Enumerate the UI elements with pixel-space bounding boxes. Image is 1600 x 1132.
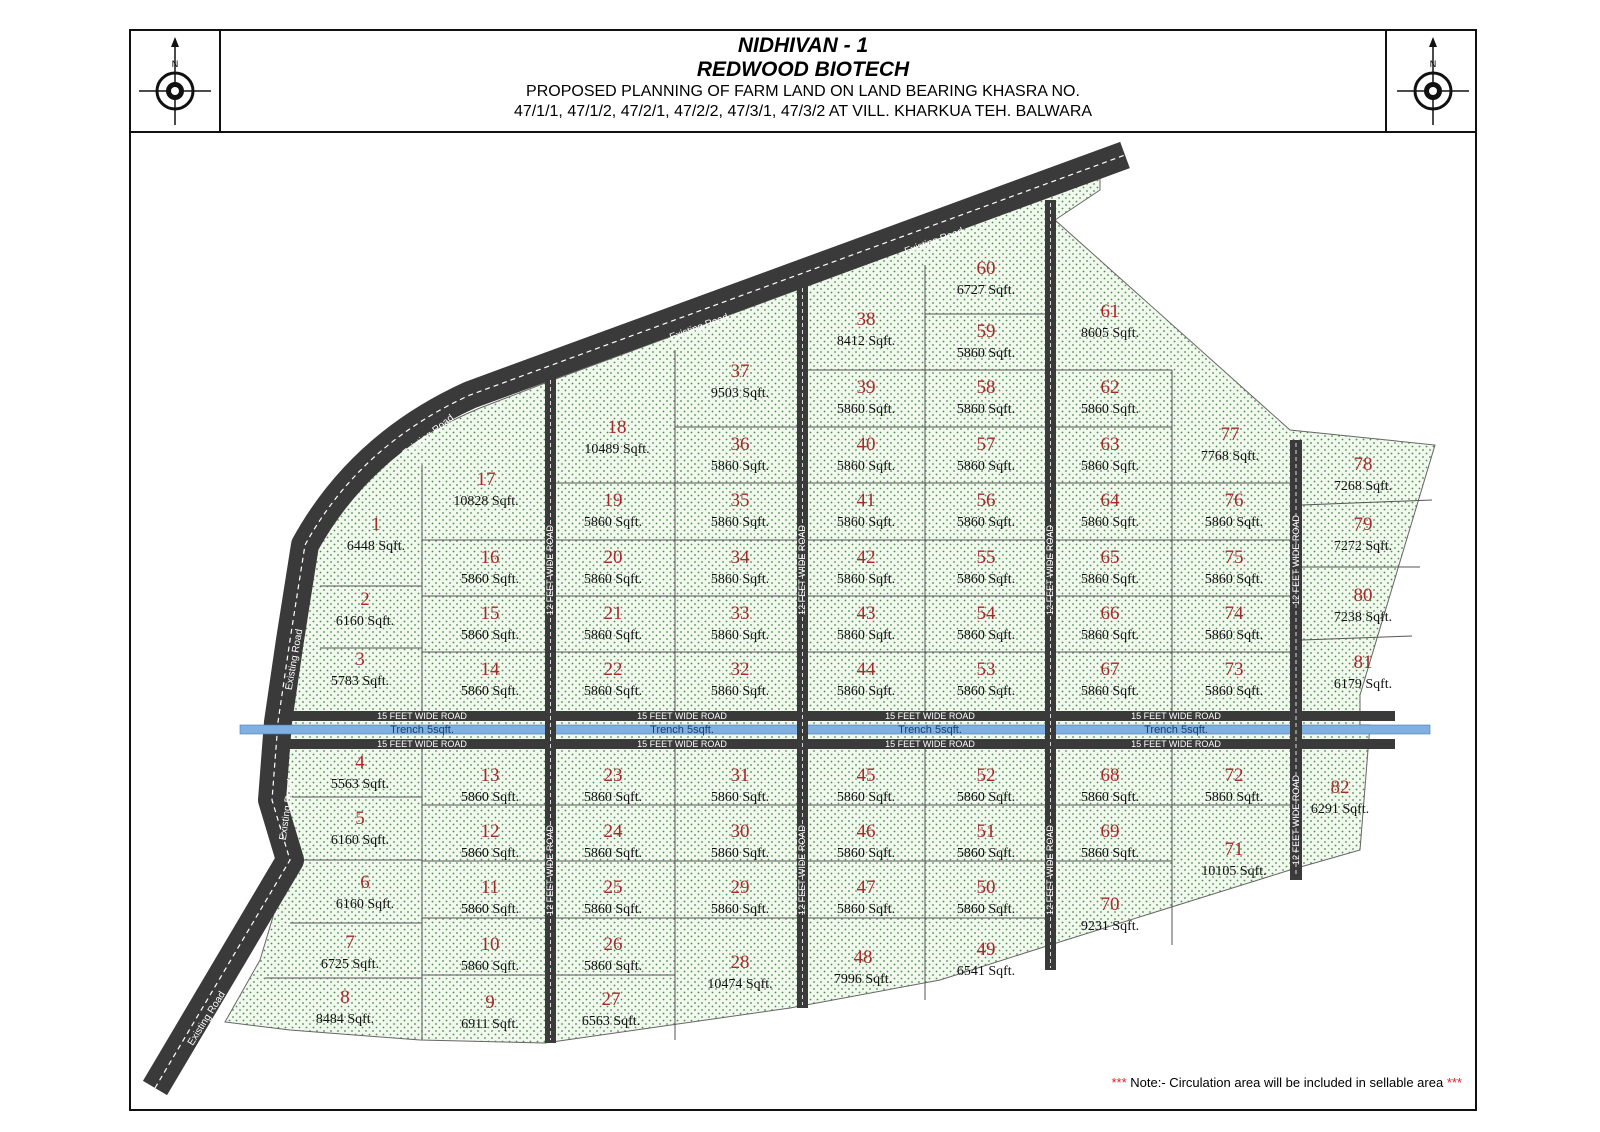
plot-number-79: 79 — [1353, 514, 1373, 535]
plot-number-2: 2 — [360, 589, 370, 610]
sheet-border — [129, 29, 1477, 1111]
trench-label-3: Trench 5sqft. — [898, 724, 962, 736]
road-label-15ft-upper-2: 15 FEET WIDE ROAD — [637, 711, 727, 721]
plot-number-56: 56 — [976, 490, 996, 511]
plot-area-50: 5860 Sqft. — [956, 902, 1016, 917]
plot-area-54: 5860 Sqft. — [956, 628, 1016, 643]
plot-area-59: 5860 Sqft. — [956, 346, 1016, 361]
plot-number-13: 13 — [480, 765, 500, 786]
plot-number-23: 23 — [603, 765, 623, 786]
road-label-15ft-upper-1: 15 FEET WIDE ROAD — [377, 711, 467, 721]
plot-area-80: 7238 Sqft. — [1333, 610, 1393, 625]
plot-number-76: 76 — [1224, 490, 1244, 511]
plot-area-20: 5860 Sqft. — [583, 572, 643, 587]
plot-area-35: 5860 Sqft. — [710, 515, 770, 530]
road-label-12ft-2: 12 FEET WIDE ROAD — [545, 825, 555, 915]
north-arrow-compass-icon — [137, 33, 213, 127]
plot-number-9: 9 — [485, 992, 495, 1013]
plot-number-70: 70 — [1100, 894, 1120, 915]
plot-number-21: 21 — [603, 603, 623, 624]
road-label-15ft-lower-2: 15 FEET WIDE ROAD — [637, 739, 727, 749]
plot-number-51: 51 — [976, 821, 996, 842]
plot-area-44: 5860 Sqft. — [836, 684, 896, 699]
existing-road-label-2: Existing Road — [903, 225, 966, 258]
road-label-15ft-upper-3: 15 FEET WIDE ROAD — [885, 711, 975, 721]
plot-number-32: 32 — [730, 659, 750, 680]
plot-number-80: 80 — [1353, 585, 1373, 606]
compass-right — [1385, 29, 1477, 131]
plot-area-78: 7268 Sqft. — [1333, 479, 1393, 494]
svg-text:N: N — [1429, 59, 1437, 69]
project-title: NIDHIVAN - 1 — [737, 34, 869, 57]
plot-number-1: 1 — [371, 514, 381, 535]
plot-area-4: 5563 Sqft. — [330, 777, 390, 792]
plot-number-44: 44 — [856, 659, 876, 680]
note-text: Note:- Circulation area will be included in sellable area — [1130, 1075, 1444, 1090]
plot-number-30: 30 — [730, 821, 750, 842]
plot-area-71: 10105 Sqft. — [1201, 864, 1267, 879]
plot-area-26: 5860 Sqft. — [583, 959, 643, 974]
plot-area-31: 5860 Sqft. — [710, 790, 770, 805]
plot-number-12: 12 — [480, 821, 500, 842]
road-label-15ft-lower-4: 15 FEET WIDE ROAD — [1131, 739, 1221, 749]
plot-area-21: 5860 Sqft. — [583, 628, 643, 643]
plot-number-11: 11 — [480, 877, 500, 898]
plot-area-46: 5860 Sqft. — [836, 846, 896, 861]
plot-area-70: 9231 Sqft. — [1080, 919, 1140, 934]
plot-area-30: 5860 Sqft. — [710, 846, 770, 861]
plot-number-82: 82 — [1330, 777, 1350, 798]
road-label-12ft-1: 12 FEET WIDE ROAD — [545, 525, 555, 615]
plot-number-50: 50 — [976, 877, 996, 898]
plot-area-27: 6563 Sqft. — [581, 1014, 641, 1029]
circulation-note — [1111, 1075, 1462, 1090]
plot-area-41: 5860 Sqft. — [836, 515, 896, 530]
note-stars-right: *** — [1446, 1075, 1462, 1090]
plot-number-42: 42 — [856, 547, 876, 568]
plot-number-7: 7 — [345, 932, 355, 953]
plot-number-25: 25 — [603, 877, 623, 898]
plot-number-36: 36 — [730, 434, 750, 455]
plot-number-19: 19 — [603, 490, 623, 511]
plot-area-49: 6541 Sqft. — [956, 964, 1016, 979]
existing-road-label-4: Existing Road — [283, 628, 306, 691]
compass-left — [129, 29, 221, 131]
plot-area-34: 5860 Sqft. — [710, 572, 770, 587]
plot-number-18: 18 — [607, 417, 627, 438]
plot-area-42: 5860 Sqft. — [836, 572, 896, 587]
plot-number-4: 4 — [355, 752, 365, 773]
plot-area-64: 5860 Sqft. — [1080, 515, 1140, 530]
plot-area-39: 5860 Sqft. — [836, 402, 896, 417]
plot-area-75: 5860 Sqft. — [1204, 572, 1264, 587]
plot-area-19: 5860 Sqft. — [583, 515, 643, 530]
road-label-15ft-lower-1: 15 FEET WIDE ROAD — [377, 739, 467, 749]
plot-area-77: 7768 Sqft. — [1200, 449, 1260, 464]
plot-area-12: 5860 Sqft. — [460, 846, 520, 861]
plot-number-60: 60 — [976, 258, 996, 279]
plot-number-39: 39 — [856, 377, 876, 398]
plot-number-67: 67 — [1100, 659, 1120, 680]
plot-number-24: 24 — [603, 821, 623, 842]
plot-area-66: 5860 Sqft. — [1080, 628, 1140, 643]
plot-area-55: 5860 Sqft. — [956, 572, 1016, 587]
existing-road-label-1: Existing Road — [668, 311, 731, 344]
north-arrow-compass-icon — [1395, 33, 1471, 127]
plot-number-74: 74 — [1224, 603, 1244, 624]
plot-area-28: 10474 Sqft. — [707, 977, 773, 992]
plot-number-5: 5 — [355, 808, 365, 829]
plot-area-52: 5860 Sqft. — [956, 790, 1016, 805]
plot-number-52: 52 — [976, 765, 996, 786]
road-label-12ft-7: 12 FEET WIDE ROAD — [1291, 515, 1301, 605]
plot-number-17: 17 — [476, 469, 496, 490]
plot-area-60: 6727 Sqft. — [956, 283, 1016, 298]
plot-number-8: 8 — [340, 987, 350, 1008]
plot-area-51: 5860 Sqft. — [956, 846, 1016, 861]
plot-area-6: 6160 Sqft. — [335, 897, 395, 912]
plot-area-45: 5860 Sqft. — [836, 790, 896, 805]
plot-number-59: 59 — [976, 321, 996, 342]
plot-area-68: 5860 Sqft. — [1080, 790, 1140, 805]
title-text-block — [221, 29, 1385, 131]
plot-area-74: 5860 Sqft. — [1204, 628, 1264, 643]
plot-number-43: 43 — [856, 603, 876, 624]
plot-area-73: 5860 Sqft. — [1204, 684, 1264, 699]
plot-number-63: 63 — [1100, 434, 1120, 455]
plot-area-69: 5860 Sqft. — [1080, 846, 1140, 861]
plot-area-62: 5860 Sqft. — [1080, 402, 1140, 417]
plot-number-75: 75 — [1224, 547, 1244, 568]
plot-area-36: 5860 Sqft. — [710, 459, 770, 474]
plot-number-3: 3 — [355, 649, 365, 670]
plot-number-71: 71 — [1224, 839, 1244, 860]
plot-number-66: 66 — [1100, 603, 1120, 624]
plot-number-53: 53 — [976, 659, 996, 680]
plot-area-40: 5860 Sqft. — [836, 459, 896, 474]
plot-area-32: 5860 Sqft. — [710, 684, 770, 699]
plot-number-58: 58 — [976, 377, 996, 398]
existing-road-label-5: Existing Road — [277, 778, 298, 841]
plot-area-61: 8605 Sqft. — [1080, 326, 1140, 341]
plot-area-67: 5860 Sqft. — [1080, 684, 1140, 699]
plot-area-65: 5860 Sqft. — [1080, 572, 1140, 587]
plot-number-10: 10 — [480, 934, 500, 955]
plot-area-7: 6725 Sqft. — [320, 957, 380, 972]
plot-number-48: 48 — [853, 947, 873, 968]
road-label-12ft-3: 12 FEET WIDE ROAD — [797, 525, 807, 615]
plot-area-63: 5860 Sqft. — [1080, 459, 1140, 474]
plot-area-18: 10489 Sqft. — [584, 442, 650, 457]
plot-number-72: 72 — [1224, 765, 1244, 786]
plot-number-55: 55 — [976, 547, 996, 568]
road-label-15ft-upper-4: 15 FEET WIDE ROAD — [1131, 711, 1221, 721]
plot-area-81: 6179 Sqft. — [1333, 677, 1393, 692]
plot-area-11: 5860 Sqft. — [460, 902, 520, 917]
plot-number-47: 47 — [856, 877, 876, 898]
trench-label-2: Trench 5sqft. — [650, 724, 714, 736]
note-stars-left: *** — [1111, 1075, 1127, 1090]
plot-area-1: 6448 Sqft. — [346, 539, 406, 554]
plot-number-61: 61 — [1100, 301, 1120, 322]
plot-area-43: 5860 Sqft. — [836, 628, 896, 643]
plot-number-54: 54 — [976, 603, 996, 624]
plot-number-29: 29 — [730, 877, 750, 898]
plot-number-64: 64 — [1100, 490, 1120, 511]
plot-number-27: 27 — [601, 989, 621, 1010]
plot-area-57: 5860 Sqft. — [956, 459, 1016, 474]
plot-number-38: 38 — [856, 309, 876, 330]
plot-area-79: 7272 Sqft. — [1333, 539, 1393, 554]
plot-area-5: 6160 Sqft. — [330, 833, 390, 848]
plot-area-76: 5860 Sqft. — [1204, 515, 1264, 530]
plot-number-28: 28 — [730, 952, 750, 973]
plot-number-33: 33 — [730, 603, 750, 624]
description-line-1: PROPOSED PLANNING OF FARM LAND ON LAND BEARING KHASRA NO. — [526, 83, 1080, 100]
plot-area-9: 6911 Sqft. — [461, 1017, 519, 1032]
plot-area-58: 5860 Sqft. — [956, 402, 1016, 417]
plot-number-40: 40 — [856, 434, 876, 455]
plot-number-68: 68 — [1100, 765, 1120, 786]
plot-area-82: 6291 Sqft. — [1310, 802, 1370, 817]
company-name: REDWOOD BIOTECH — [696, 58, 910, 81]
trench-label-1: Trench 5sqft. — [390, 724, 454, 736]
plot-area-14: 5860 Sqft. — [460, 684, 520, 699]
title-block-header — [129, 29, 1477, 133]
plot-number-65: 65 — [1100, 547, 1120, 568]
plot-area-13: 5860 Sqft. — [460, 790, 520, 805]
plot-number-16: 16 — [480, 547, 500, 568]
plot-number-34: 34 — [730, 547, 750, 568]
plot-number-81: 81 — [1353, 652, 1373, 673]
plot-number-69: 69 — [1100, 821, 1120, 842]
description-line-2: 47/1/1, 47/1/2, 47/2/1, 47/2/2, 47/3/1, 47/3/2 AT VILL. KHARKUA TEH. BALWARA — [513, 103, 1093, 120]
plot-number-41: 41 — [856, 490, 876, 511]
plot-number-26: 26 — [603, 934, 623, 955]
plot-area-37: 9503 Sqft. — [710, 386, 770, 401]
plot-number-14: 14 — [480, 659, 500, 680]
plot-area-15: 5860 Sqft. — [460, 628, 520, 643]
road-label-12ft-5: 12 FEET WIDE ROAD — [1045, 525, 1055, 615]
plot-number-20: 20 — [603, 547, 623, 568]
plot-number-46: 46 — [856, 821, 876, 842]
plot-number-37: 37 — [730, 361, 750, 382]
road-label-12ft-8: 12 FEET WIDE ROAD — [1291, 775, 1301, 865]
plot-number-78: 78 — [1353, 454, 1373, 475]
plot-area-22: 5860 Sqft. — [583, 684, 643, 699]
road-label-12ft-6: 12 FEET WIDE ROAD — [1045, 825, 1055, 915]
plot-number-31: 31 — [730, 765, 750, 786]
plot-area-33: 5860 Sqft. — [710, 628, 770, 643]
plot-area-10: 5860 Sqft. — [460, 959, 520, 974]
existing-road-label-3: Existing Road — [400, 412, 457, 460]
plot-number-35: 35 — [730, 490, 750, 511]
plot-number-49: 49 — [976, 939, 996, 960]
plot-area-25: 5860 Sqft. — [583, 902, 643, 917]
plot-area-8: 8484 Sqft. — [315, 1012, 375, 1027]
plot-area-29: 5860 Sqft. — [710, 902, 770, 917]
plot-area-72: 5860 Sqft. — [1204, 790, 1264, 805]
trench-label-4: Trench 5sqft. — [1144, 724, 1208, 736]
plot-number-15: 15 — [480, 603, 500, 624]
plot-area-56: 5860 Sqft. — [956, 515, 1016, 530]
plot-area-24: 5860 Sqft. — [583, 846, 643, 861]
plot-area-3: 5783 Sqft. — [330, 674, 390, 689]
plot-number-22: 22 — [603, 659, 623, 680]
plot-area-16: 5860 Sqft. — [460, 572, 520, 587]
plot-number-62: 62 — [1100, 377, 1120, 398]
plot-area-23: 5860 Sqft. — [583, 790, 643, 805]
road-label-15ft-lower-3: 15 FEET WIDE ROAD — [885, 739, 975, 749]
plot-number-57: 57 — [976, 434, 996, 455]
plot-area-53: 5860 Sqft. — [956, 684, 1016, 699]
plot-area-38: 8412 Sqft. — [836, 334, 896, 349]
plot-number-73: 73 — [1224, 659, 1244, 680]
plot-area-48: 7996 Sqft. — [833, 972, 893, 987]
plot-area-17: 10828 Sqft. — [453, 494, 519, 509]
plot-area-47: 5860 Sqft. — [836, 902, 896, 917]
plot-number-77: 77 — [1220, 424, 1240, 445]
plot-number-45: 45 — [856, 765, 876, 786]
road-label-12ft-4: 12 FEET WIDE ROAD — [797, 825, 807, 915]
svg-text:N: N — [171, 59, 179, 69]
plot-number-6: 6 — [360, 872, 370, 893]
plot-area-2: 6160 Sqft. — [335, 614, 395, 629]
existing-road-label-6: Existing Road — [185, 989, 228, 1048]
